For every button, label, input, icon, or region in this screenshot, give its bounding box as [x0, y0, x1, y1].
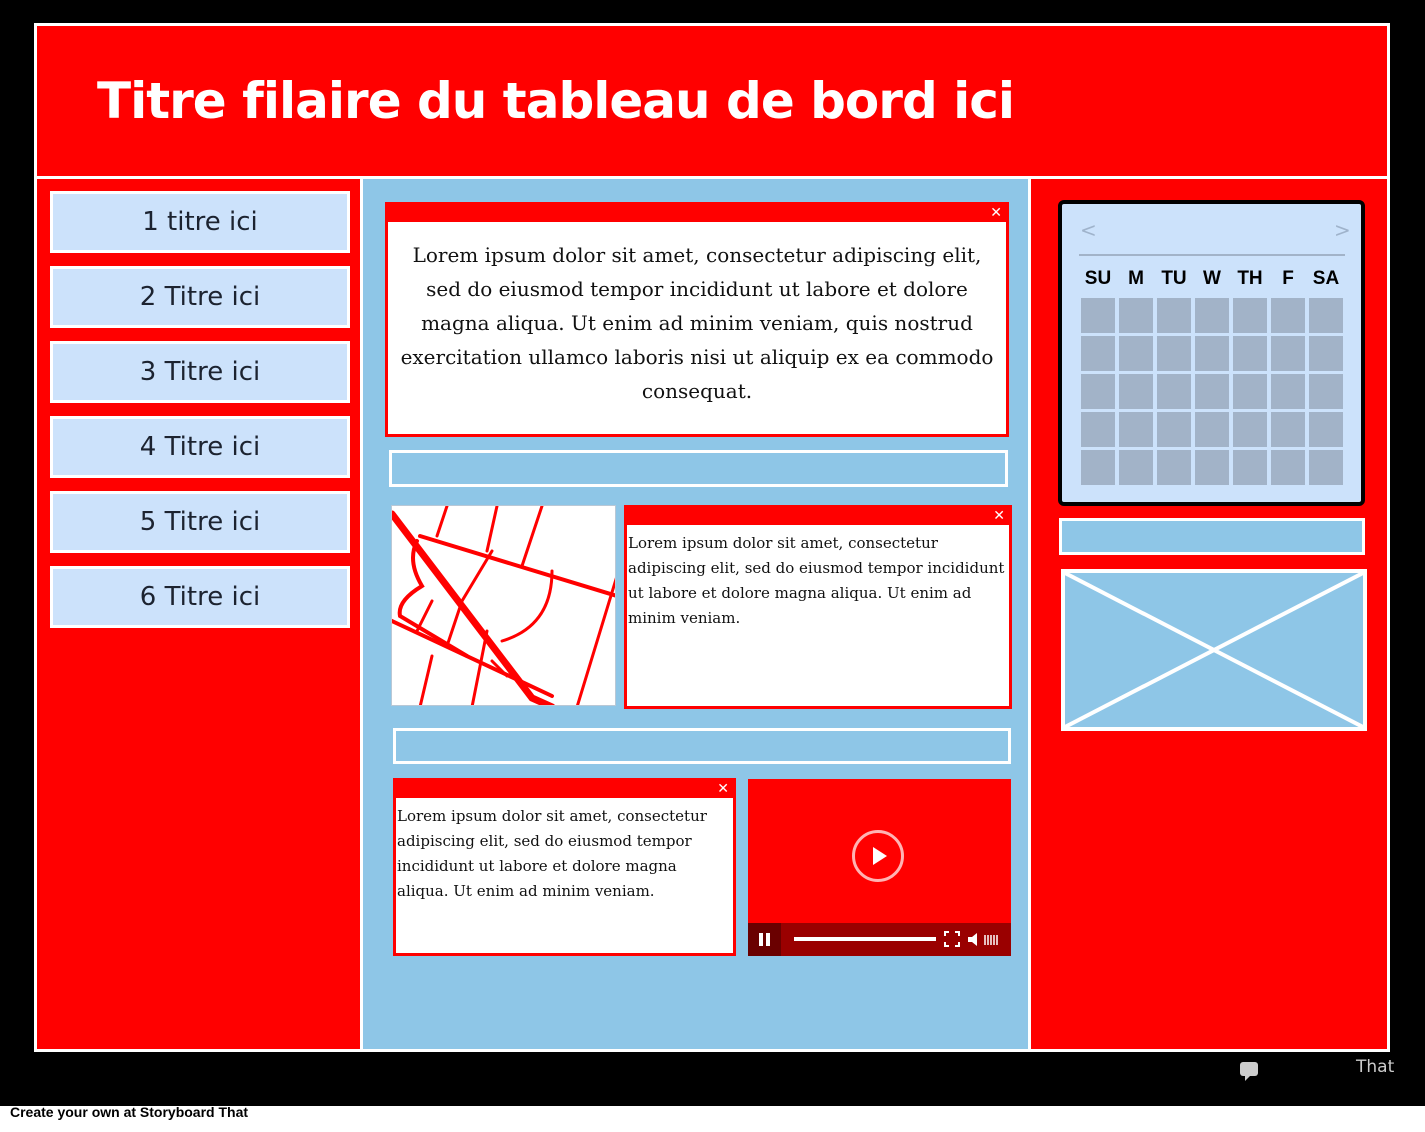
close-icon[interactable]: ✕ — [993, 508, 1005, 524]
calendar-day-cell[interactable] — [1271, 412, 1305, 447]
calendar-day-cell[interactable] — [1309, 374, 1343, 409]
sidebar-item-4[interactable]: 4 Titre ici — [50, 416, 350, 478]
placeholder-bar — [393, 728, 1011, 764]
image-placeholder — [1061, 569, 1367, 731]
day-header: M — [1128, 268, 1144, 289]
dialog-small — [393, 778, 736, 956]
calendar-day-cell[interactable] — [1309, 336, 1343, 371]
calendar-day-cell[interactable] — [1119, 336, 1153, 371]
play-icon[interactable] — [852, 830, 904, 882]
calendar-day-cell[interactable] — [1119, 298, 1153, 333]
calendar-day-cell[interactable] — [1081, 336, 1115, 371]
dialog-text: Lorem ipsum dolor sit amet, consectetur adipiscing elit, sed do eiusmod tempor incididunt ut labore et dolore magna aliqua. Ut enim ad minim veniam, quis nostrud exercitation ullamco laboris nisi ut aliquip ex ea commodo consequat. — [400, 243, 994, 403]
volume-icon[interactable] — [968, 932, 1008, 947]
calendar-day-cell[interactable] — [1081, 298, 1115, 333]
dialog-text: Lorem ipsum dolor sit amet, consectetur adipiscing elit, sed do eiusmod tempor incididunt ut labore et dolore magna aliqua. Ut enim ad minim veniam. — [628, 534, 1005, 627]
calendar-day-cell[interactable] — [1309, 412, 1343, 447]
close-icon[interactable]: ✕ — [717, 781, 729, 797]
chat-bubble-icon — [1239, 1061, 1259, 1081]
calendar-day-cell[interactable] — [1081, 374, 1115, 409]
calendar-day-cell[interactable] — [1119, 374, 1153, 409]
calendar-day-cell[interactable] — [1233, 412, 1267, 447]
sidebar-item-3[interactable]: 3 Titre ici — [50, 341, 350, 403]
sidebar-item-1[interactable]: 1 titre ici — [50, 191, 350, 253]
day-header: W — [1203, 268, 1221, 289]
calendar-day-cell[interactable] — [1157, 412, 1191, 447]
header — [34, 23, 1390, 179]
sidebar-item-5[interactable]: 5 Titre ici — [50, 491, 350, 553]
placeholder-bar — [389, 450, 1008, 487]
sidebar — [34, 179, 363, 1052]
calendar-day-cell[interactable] — [1233, 374, 1267, 409]
video-progress-bar[interactable] — [794, 937, 936, 941]
calendar-day-cell[interactable] — [1271, 374, 1305, 409]
video-controls — [748, 923, 1011, 956]
calendar-day-cell[interactable] — [1119, 450, 1153, 485]
dialog-titlebar — [396, 781, 733, 798]
dialog-medium — [624, 505, 1012, 709]
close-icon[interactable]: ✕ — [990, 205, 1002, 221]
next-month-icon[interactable]: > — [1334, 218, 1351, 242]
dialog-text: Lorem ipsum dolor sit amet, consectetur adipiscing elit, sed do eiusmod tempor incididunt ut labore et dolore magna aliqua. Ut enim ad minim veniam. — [397, 807, 707, 900]
sidebar-item-2[interactable]: 2 Titre ici — [50, 266, 350, 328]
calendar-day-cell[interactable] — [1309, 298, 1343, 333]
calendar-day-cell[interactable] — [1233, 298, 1267, 333]
calendar-day-cell[interactable] — [1157, 450, 1191, 485]
calendar-day-cell[interactable] — [1233, 450, 1267, 485]
calendar-day-cell[interactable] — [1233, 336, 1267, 371]
calendar-widget — [1058, 200, 1365, 506]
footer-credit[interactable]: Create your own at Storyboard That — [10, 1104, 249, 1120]
footer-brand-text: That — [1356, 1057, 1395, 1077]
prev-month-icon[interactable]: < — [1080, 218, 1097, 242]
calendar-day-cell[interactable] — [1195, 374, 1229, 409]
day-header: F — [1282, 268, 1294, 289]
day-header: TU — [1161, 268, 1187, 289]
sidebar-item-6[interactable]: 6 Titre ici — [50, 566, 350, 628]
calendar-day-cell[interactable] — [1195, 412, 1229, 447]
day-header: SU — [1084, 268, 1112, 289]
dialog-large — [385, 202, 1009, 437]
calendar-divider — [1079, 254, 1345, 256]
day-header: TH — [1237, 268, 1263, 289]
day-header: SA — [1312, 268, 1340, 289]
fullscreen-icon[interactable] — [944, 931, 960, 947]
pause-icon[interactable] — [748, 923, 781, 956]
calendar-day-cell[interactable] — [1271, 336, 1305, 371]
calendar-day-cell[interactable] — [1119, 412, 1153, 447]
calendar-day-cell[interactable] — [1081, 450, 1115, 485]
calendar-day-cell[interactable] — [1157, 374, 1191, 409]
calendar-day-cell[interactable] — [1195, 336, 1229, 371]
map-icon — [391, 505, 616, 706]
calendar-day-cell[interactable] — [1271, 298, 1305, 333]
video-player — [748, 779, 1011, 956]
calendar-day-cell[interactable] — [1309, 450, 1343, 485]
calendar-day-cell[interactable] — [1157, 298, 1191, 333]
calendar-day-cell[interactable] — [1195, 450, 1229, 485]
calendar-day-cell[interactable] — [1271, 450, 1305, 485]
calendar-day-cell[interactable] — [1195, 298, 1229, 333]
page-title: Titre filaire du tableau de bord ici — [97, 72, 1015, 130]
calendar-day-cell[interactable] — [1081, 412, 1115, 447]
calendar-day-cell[interactable] — [1157, 336, 1191, 371]
dialog-titlebar — [388, 205, 1006, 222]
dialog-titlebar — [627, 508, 1009, 525]
placeholder-bar — [1059, 518, 1365, 555]
